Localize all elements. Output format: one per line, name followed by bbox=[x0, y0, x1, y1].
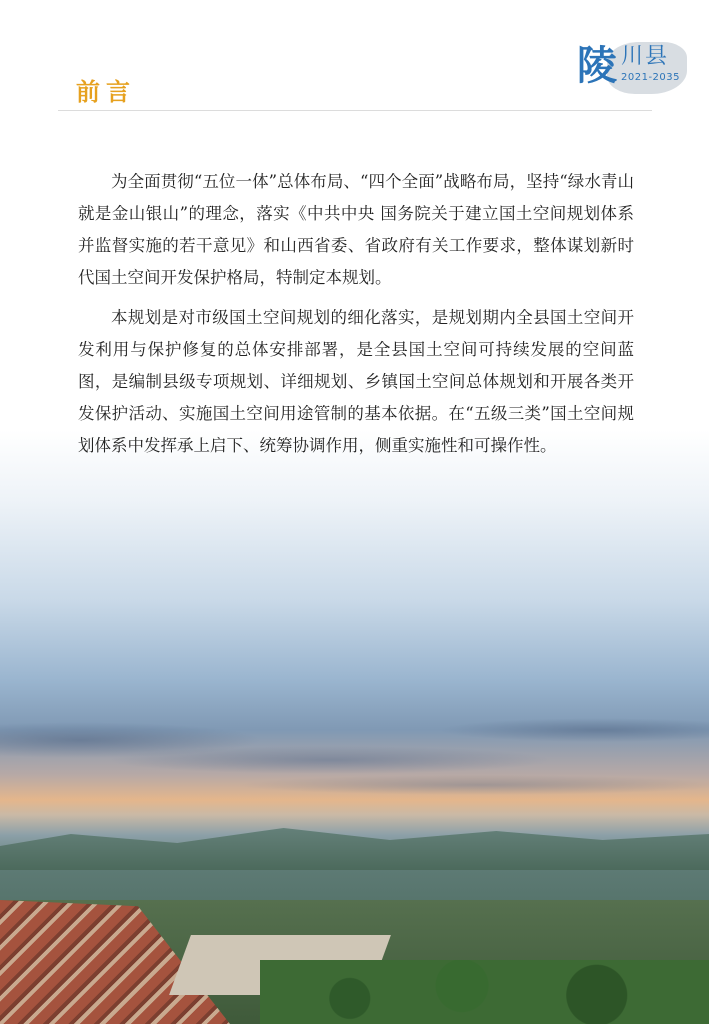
preface-body bbox=[78, 166, 634, 470]
background-clouds bbox=[0, 690, 709, 810]
logo-years: 2021-2035 bbox=[621, 72, 681, 83]
preface-paragraph-2: 本规划是对市级国土空间规划的细化落实，是规划期内全县国土空间开发利用与保护修复的总体安排部署，是全县国土空间可持续发展的空间蓝图，是编制县级专项规划、详细规划、乡镇国土空间总体规划和开展各类开发保护活动、实施国土空间用途管制的基本依据。在“五级三类”国土空间规划体系中发挥承上启下、统筹协调作用，侧重实施性和可操作性。 bbox=[78, 308, 634, 455]
background-trees bbox=[260, 960, 709, 1024]
logo-big-char: 陵 bbox=[577, 43, 617, 89]
preface-paragraph-1: 为全面贯彻“五位一体”总体布局、“四个全面”战略布局，坚持“绿水青山就是金山银山”的理念，落实《中共中央 国务院关于建立国土空间规划体系并监督实施的若干意见》和山西省委、省政府有关工作要求，整体谋划新时代国土空间开发保护格局，特制定本规划。 bbox=[78, 172, 634, 287]
section-title: 前言 bbox=[76, 78, 136, 106]
heading-divider bbox=[58, 110, 652, 111]
logo-small-chars: 川县 bbox=[621, 44, 670, 69]
county-logo bbox=[577, 40, 692, 95]
